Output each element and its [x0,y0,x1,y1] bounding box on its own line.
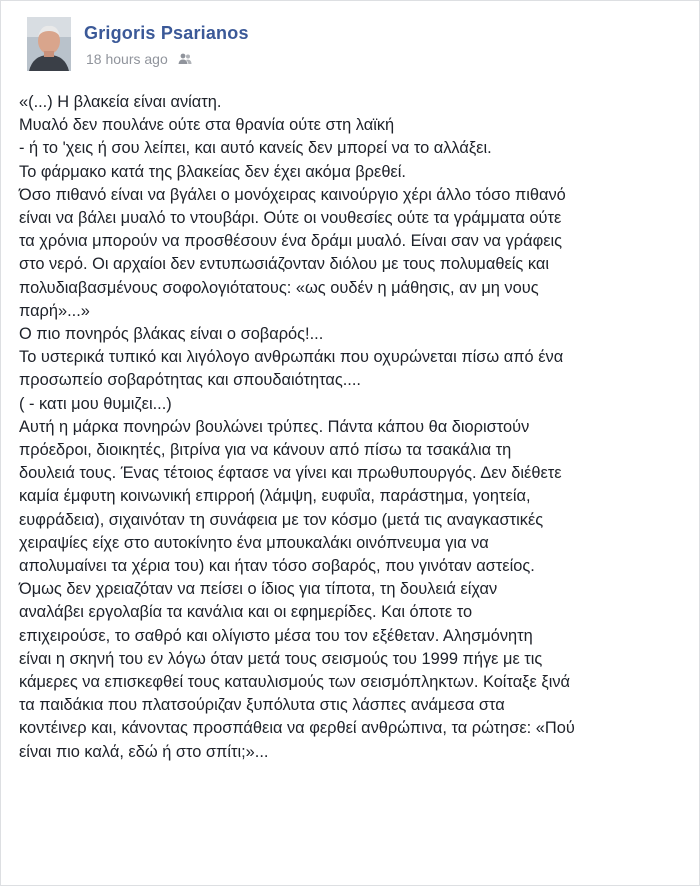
post-text-line: επιχειρούσε, το σαθρό και ολίγιστο μέσα του τον εξέθεταν. Αλησμόνητη [19,626,533,645]
post-text-line: Ο πιο πονηρός βλάκας είναι ο σοβαρός!... [19,325,324,344]
post-text-line: Το φάρμακο κατά της βλακείας δεν έχει ακόμα βρεθεί. [19,162,406,181]
post-text-line: χειραψίες είχε στο αυτοκίνητο ένα μπουκαλάκι οινόπνευμα για να [19,533,489,552]
post-text-line: ( - κατι μου θυμιζει...) [19,394,172,413]
post-text-line: τα χρόνια μπορούν να προσθέσουν ένα δράμι μυαλό. Είναι σαν να γράφεις [19,232,563,251]
post-text-line: κάμερες να επισκεφθεί τους καταυλισμούς των σεισμόπληκτων. Κοίταξε ξινά [19,673,571,692]
post-text-line: απολυμαίνει τα χέρια του) και ήταν τόσο σοβαρός, που γινόταν αστείος. [19,557,535,576]
post-text-line: κοντέινερ και, κάνοντας προσπάθεια να φερθεί ανθρώπινα, τα ρώτησε: «Πού [19,719,575,738]
post-text-line: «(...) Η βλακεία είναι ανίατη. [19,93,222,111]
post-text [19,91,691,764]
post-text-line: είναι πιο καλά, εδώ ή στο σπίτι;»... [19,742,269,761]
post-text-line: Το υστερικά τυπικό και λιγόλογο ανθρωπάκι που οχυρώνεται πίσω από ένα [19,348,564,367]
post-text-line: είναι η σκηνή του εν λόγω όταν μετά τους σεισμούς του 1999 πήγε με τις [19,649,543,668]
post-text-line: είναι να βάλει μυαλό το ντουβάρι. Ούτε οι νουθεσίες ούτε τα γράμματα ούτε [19,209,562,228]
post-text-line: προσωπείο σοβαρότητας και σπουδαιότητας.... [19,371,361,390]
post-text-line: τα παιδάκια που πλατσούριζαν ξυπόλυτα στις λάσπες ανάμεσα στα [19,696,505,715]
friends-icon[interactable] [178,52,192,64]
author-avatar[interactable] [27,17,71,71]
post-text-line: Όσο πιθανό είναι να βγάλει ο μονόχειρας καινούργιο χέρι άλλο τόσο πιθανό [19,185,566,204]
post-text-line: πρόεδροι, διοικητές, βιτρίνα για να κάνουν από πίσω τα τσακάλια τη [19,441,512,460]
post-timestamp[interactable]: 18 hours ago [86,51,168,67]
post-text-line: Μυαλό δεν πουλάνε ούτε στα θρανία ούτε στη λαϊκή [19,116,395,135]
post-text-line: παρή»...» [19,301,90,320]
post-text-line: Όμως δεν χρειαζόταν να πείσει ο ίδιος για τίποτα, τη δουλειά είχαν [19,580,498,599]
post-text-line: αναλάβει εργολαβία τα κανάλια και οι εφημερίδες. Και όποτε το [19,603,473,622]
author-name[interactable]: Grigoris Psarianos [84,23,249,43]
post-text-line: - ή το 'χεις ή σου λείπει, και αυτό κανείς δεν μπορεί να το αλλάξει. [19,139,492,158]
post-text-line: δουλειά τους. Ένας τέτοιος έφτασε να γίνει και πρωθυπουργός. Δεν διέθετε [19,464,562,483]
post-text-line: ευφράδεια), σιχαινόταν τη συνάφεια με τον κόσμο (μετά τις αναγκαστικές [19,510,544,529]
post-text-line: πολυδιαβασμένους σοφολογιότατους: «ως ουδέν η μάθησις, αν μη νους [19,278,539,297]
post-text-line: Αυτή η μάρκα πονηρών βουλώνει τρύπες. Πάντα κάπου θα διοριστούν [19,417,530,436]
post-text-line: στο νερό. Οι αρχαίοι δεν εντυπωσιάζονταν διόλου με τους πολυμαθείς και [19,255,549,274]
post-text-line: καμία έμφυτη κοινωνική επιρροή (λάμψη, ευφυΐα, παράστημα, γοητεία, [19,487,531,506]
post-meta [86,51,192,67]
